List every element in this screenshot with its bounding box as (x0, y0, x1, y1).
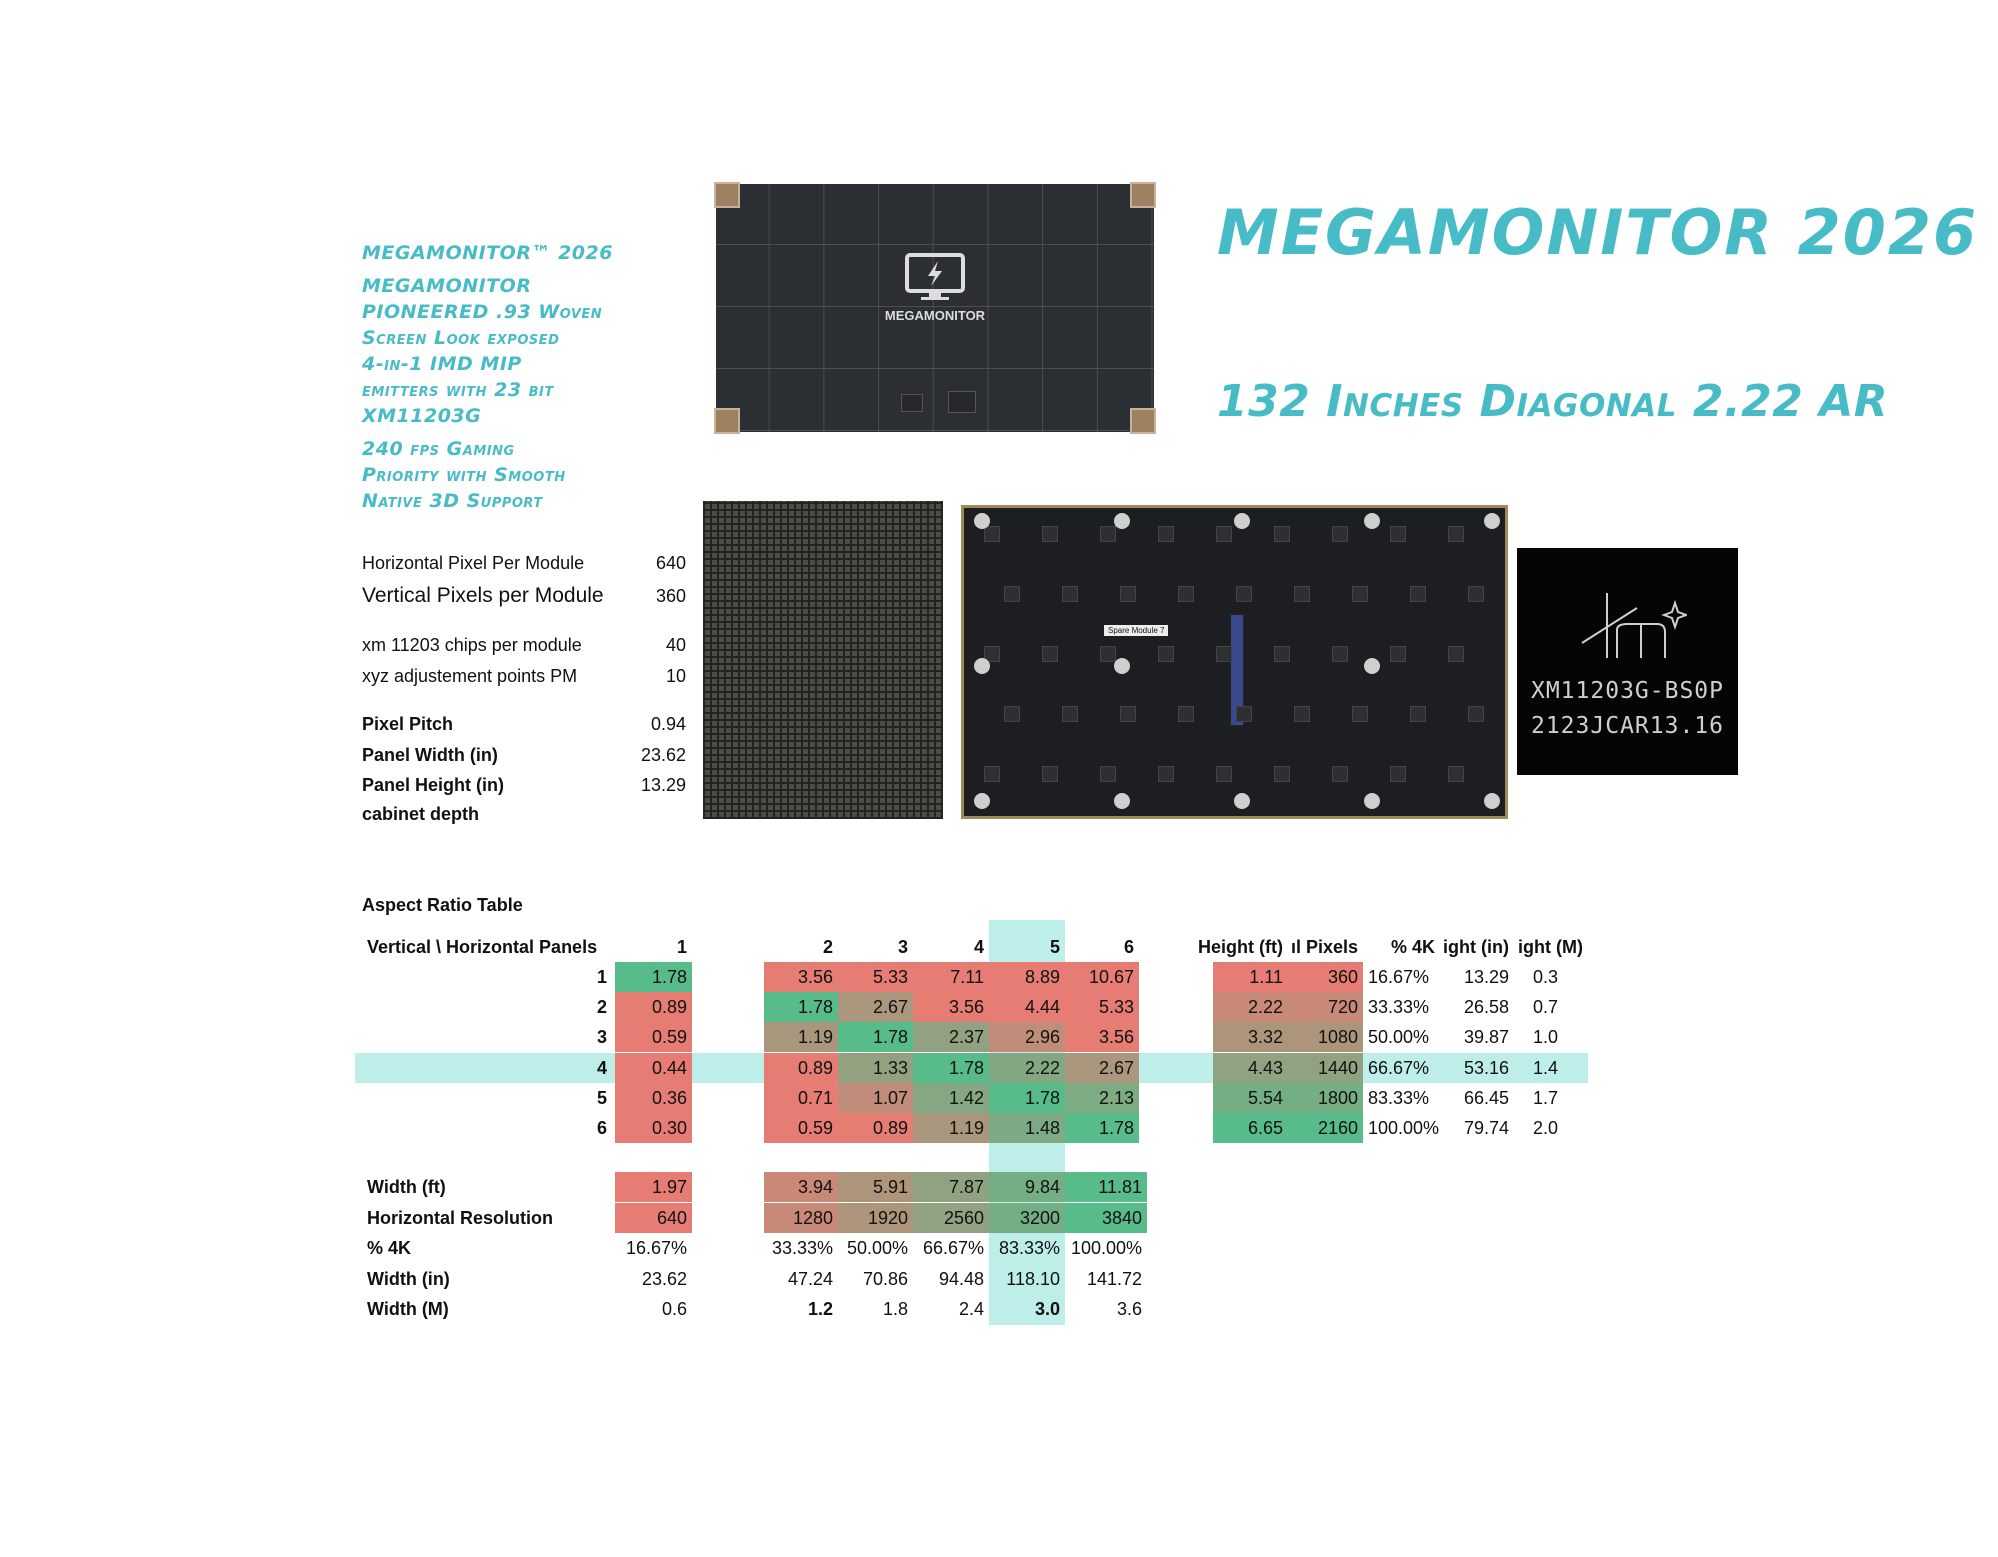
row-header: 5 (596, 1088, 607, 1108)
side-cell: 1080 (1288, 1022, 1363, 1052)
pcb-driver-chip (1178, 706, 1194, 722)
bottom-cell: 23.62 (641, 1269, 687, 1289)
side-cell: 4.43 (1213, 1053, 1288, 1083)
pcb-driver-chip (1120, 706, 1136, 722)
side-cell: 1.0 (1533, 1027, 1559, 1047)
page-subtitle: 132 Inches Diagonal 2.22 AR (1217, 376, 1889, 427)
aspect-cell: 0.89 (615, 992, 692, 1022)
aspect-cell: 0.44 (615, 1053, 692, 1083)
bottom-cell: 2.4 (958, 1299, 984, 1319)
tagline-line: Priority with Smooth (362, 464, 566, 486)
side-cell: 0.3 (1533, 967, 1559, 987)
aspect-cell: 1.78 (615, 962, 692, 992)
spec-value: 13.29 (640, 775, 686, 795)
side-cell: 79.74 (1463, 1118, 1509, 1138)
side-cell: 3.32 (1213, 1022, 1288, 1052)
bottom-row-label: Width (ft) (367, 1177, 446, 1197)
side-cell: 50.00% (1368, 1027, 1430, 1047)
side-column-header: % 4K (1390, 937, 1435, 957)
panel-port (901, 394, 923, 412)
corner-bracket (1130, 182, 1156, 208)
pcb-driver-chip (1274, 646, 1290, 662)
pcb-driver-chip (1120, 586, 1136, 602)
panel-port (948, 391, 976, 413)
side-cell: 26.58 (1463, 997, 1509, 1017)
pcb-driver-chip (1100, 766, 1116, 782)
pcb-driver-chip (1158, 766, 1174, 782)
pcb-driver-chip (1390, 526, 1406, 542)
row-header: 3 (596, 1027, 607, 1047)
side-cell: 16.67% (1368, 967, 1430, 987)
bottom-cell: 70.86 (862, 1269, 908, 1289)
bottom-cell: 50.00% (846, 1238, 908, 1258)
chip-photo (1517, 548, 1738, 775)
column-header: 6 (1123, 937, 1134, 957)
row-header: 4 (596, 1058, 607, 1078)
pcb-driver-chip (1390, 766, 1406, 782)
spec-label: cabinet depth (362, 804, 480, 824)
column-header: 1 (676, 937, 687, 957)
aspect-cell: 1.19 (764, 1022, 838, 1052)
aspect-cell: 0.36 (615, 1083, 692, 1113)
aspect-cell: 5.33 (1065, 992, 1139, 1022)
spec-value: 40 (665, 635, 686, 655)
aspect-cell: 1.19 (913, 1113, 989, 1143)
pcb-driver-chip (984, 766, 1000, 782)
side-cell: 39.87 (1463, 1027, 1509, 1047)
bottom-cell: 3.94 (764, 1172, 838, 1202)
pcb-mount-hole (1114, 658, 1130, 674)
side-cell: 100.00% (1368, 1118, 1440, 1138)
aspect-cell: 1.78 (913, 1053, 989, 1083)
aspect-cell: 4.44 (989, 992, 1065, 1022)
spec-value: 360 (655, 586, 686, 606)
bottom-cell: 118.10 (1006, 1269, 1060, 1289)
side-cell: 66.45 (1463, 1088, 1509, 1108)
pcb-mount-hole (974, 513, 990, 529)
pcb-driver-chip (1042, 646, 1058, 662)
aspect-cell: 0.59 (764, 1113, 838, 1143)
aspect-cell: 1.07 (838, 1083, 913, 1113)
spec-label: Panel Height (in) (362, 775, 505, 795)
tagline-line: 240 fps Gaming (362, 438, 515, 460)
aspect-cell: 0.89 (838, 1113, 913, 1143)
panel-brand-logo: MEGAMONITOR (884, 308, 986, 323)
aspect-cell: 0.89 (764, 1053, 838, 1083)
pcb-label: Spare Module 7 (1104, 625, 1168, 636)
bottom-row-label: Horizontal Resolution (367, 1208, 553, 1228)
pcb-driver-chip (1294, 586, 1310, 602)
pcb-driver-chip (1448, 526, 1464, 542)
bottom-cell: 640 (615, 1203, 692, 1233)
tagline-line: PIONEERED .93 Woven (362, 301, 603, 323)
pcb-driver-chip (1352, 586, 1368, 602)
bottom-cell: 83.33% (998, 1238, 1060, 1258)
bottom-cell: 11.81 (1065, 1172, 1147, 1202)
spec-value: 23.62 (640, 745, 686, 765)
tagline-line: MEGAMONITOR (362, 275, 532, 297)
aspect-cell: 1.78 (1065, 1113, 1139, 1143)
bottom-cell: 5.91 (838, 1172, 913, 1202)
aspect-cell: 2.13 (1065, 1083, 1139, 1113)
corner-header: Vertical \ Horizontal Panels (367, 937, 598, 957)
aspect-cell: 10.67 (1065, 962, 1139, 992)
pcb-driver-chip (1390, 646, 1406, 662)
side-column-header: ıl Pixels (1290, 937, 1358, 957)
column-header: 2 (822, 937, 833, 957)
bottom-row-label: % 4K (367, 1238, 412, 1258)
bottom-cell: 47.24 (787, 1269, 833, 1289)
pcb-driver-chip (1236, 586, 1252, 602)
pcb-driver-chip (1100, 646, 1116, 662)
tagline-line: emitters with 23 bit (362, 379, 554, 401)
pcb-driver-chip (1158, 646, 1174, 662)
pcb-mount-hole (1484, 793, 1500, 809)
column-header: 3 (897, 937, 908, 957)
side-column-header: Height (ft) (1198, 937, 1283, 957)
pcb-driver-chip (1448, 766, 1464, 782)
chip-marking: XM11203G-BS0P (1530, 678, 1724, 704)
monitor-lightning-icon (903, 252, 967, 302)
side-column-header: ight (M) (1518, 937, 1583, 957)
pcb-driver-chip (1410, 706, 1426, 722)
aspect-cell: 1.78 (764, 992, 838, 1022)
tagline-line: Native 3D Support (362, 490, 543, 512)
pcb-driver-chip (1352, 706, 1368, 722)
bottom-cell: 141.72 (1086, 1269, 1142, 1289)
side-cell: 5.54 (1213, 1083, 1288, 1113)
module-pcb-photo (961, 505, 1508, 819)
side-cell: 1440 (1288, 1053, 1363, 1083)
pcb-driver-chip (1216, 766, 1232, 782)
side-cell: 1.11 (1213, 962, 1288, 992)
spec-label: Horizontal Pixel Per Module (362, 553, 585, 573)
bottom-cell: 3.0 (1034, 1299, 1060, 1319)
bottom-cell: 1.97 (615, 1172, 692, 1202)
aspect-cell: 1.48 (989, 1113, 1065, 1143)
tagline (362, 240, 702, 521)
side-cell: 720 (1288, 992, 1363, 1022)
pcb-driver-chip (1178, 586, 1194, 602)
pcb-driver-chip (1274, 526, 1290, 542)
side-cell: 13.29 (1463, 967, 1509, 987)
bottom-cell: 1.2 (807, 1299, 833, 1319)
side-cell: 2.22 (1213, 992, 1288, 1022)
aspect-cell: 3.56 (764, 962, 838, 992)
side-cell: 66.67% (1368, 1058, 1430, 1078)
spec-label: xm 11203 chips per module (362, 635, 582, 655)
side-cell: 53.16 (1463, 1058, 1509, 1078)
pcb-driver-chip (1042, 766, 1058, 782)
bottom-cell: 100.00% (1070, 1238, 1142, 1258)
bottom-cell: 1920 (838, 1203, 913, 1233)
spec-label: xyz adjustement points PM (362, 666, 578, 686)
aspect-cell: 2.67 (1065, 1053, 1139, 1083)
side-cell: 2.0 (1533, 1118, 1559, 1138)
pcb-driver-chip (1236, 706, 1252, 722)
bottom-cell: 3.6 (1116, 1299, 1142, 1319)
pcb-driver-chip (1100, 526, 1116, 542)
side-cell: 1.4 (1533, 1058, 1559, 1078)
pcb-driver-chip (984, 526, 1000, 542)
spec-value: 10 (665, 666, 686, 686)
pcb-mount-hole (1234, 513, 1250, 529)
tagline-line: MEGAMONITOR™ 2026 (362, 242, 613, 264)
row-header: 6 (596, 1118, 607, 1138)
aspect-cell: 7.11 (913, 962, 989, 992)
side-cell: 33.33% (1368, 997, 1430, 1017)
row-header: 1 (596, 967, 607, 987)
side-cell: 2160 (1288, 1113, 1363, 1143)
tagline-paragraph (362, 273, 702, 429)
aspect-cell: 1.78 (989, 1083, 1065, 1113)
aspect-cell: 0.30 (615, 1113, 692, 1143)
pcb-driver-chip (1448, 646, 1464, 662)
tagline-line: 4-in-1 IMD MIP (362, 353, 522, 375)
pcb-driver-chip (1332, 526, 1348, 542)
spec-value: 640 (655, 553, 686, 573)
pcb-driver-chip (1294, 706, 1310, 722)
aspect-cell: 2.96 (989, 1022, 1065, 1052)
bottom-cell: 7.87 (913, 1172, 989, 1202)
pcb-driver-chip (1158, 526, 1174, 542)
pcb-driver-chip (1216, 526, 1232, 542)
aspect-cell: 3.56 (1065, 1022, 1139, 1052)
pcb-driver-chip (1004, 706, 1020, 722)
side-cell: 0.7 (1533, 997, 1559, 1017)
aspect-cell: 8.89 (989, 962, 1065, 992)
aspect-cell: 3.56 (913, 992, 989, 1022)
bottom-cell: 9.84 (989, 1172, 1065, 1202)
pcb-mount-hole (1114, 513, 1130, 529)
side-column-header: ight (in) (1443, 937, 1509, 957)
aspect-cell: 0.71 (764, 1083, 838, 1113)
aspect-cell: 2.22 (989, 1053, 1065, 1083)
side-cell: 360 (1288, 962, 1363, 992)
aspect-cell: 1.78 (838, 1022, 913, 1052)
side-cell: 83.33% (1368, 1088, 1430, 1108)
table-title: Aspect Ratio Table (362, 895, 523, 915)
panel-photo (716, 184, 1154, 432)
bottom-cell: 3840 (1065, 1203, 1147, 1233)
pcb-mount-hole (1114, 793, 1130, 809)
pcb-mount-hole (1484, 513, 1500, 529)
corner-bracket (714, 408, 740, 434)
aspect-cell: 1.33 (838, 1053, 913, 1083)
bottom-cell: 66.67% (922, 1238, 984, 1258)
corner-bracket (1130, 408, 1156, 434)
aspect-cell: 0.59 (615, 1022, 692, 1052)
pcb-driver-chip (1216, 646, 1232, 662)
column-header: 5 (1049, 937, 1060, 957)
row-header: 2 (596, 997, 607, 1017)
column-header: 4 (973, 937, 984, 957)
aspect-cell: 5.33 (838, 962, 913, 992)
side-cell: 6.65 (1213, 1113, 1288, 1143)
bottom-row-label: Width (in) (367, 1269, 450, 1289)
bottom-cell: 16.67% (625, 1238, 687, 1258)
pcb-driver-chip (1274, 766, 1290, 782)
bottom-cell: 0.6 (661, 1299, 687, 1319)
spec-label: Panel Width (in) (362, 745, 498, 765)
spec-value: 0.94 (650, 714, 686, 734)
pcb-driver-chip (1042, 526, 1058, 542)
woven-screen-closeup-photo (703, 501, 943, 819)
tagline-paragraph (362, 436, 702, 514)
spec-label: Pixel Pitch (362, 714, 454, 734)
chip-marking: 2123JCAR13.16 (1530, 713, 1724, 739)
bottom-row-label: Width (M) (367, 1299, 449, 1319)
pcb-driver-chip (1468, 586, 1484, 602)
xm-logo (1577, 588, 1687, 663)
page-title: MEGAMONITOR 2026 (1217, 196, 1979, 269)
corner-bracket (714, 182, 740, 208)
pcb-driver-chip (1468, 706, 1484, 722)
tagline-line: XM11203G (362, 405, 482, 427)
aspect-cell: 2.67 (838, 992, 913, 1022)
pcb-mount-hole (1364, 513, 1380, 529)
aspect-cell: 2.37 (913, 1022, 989, 1052)
bottom-cell: 2560 (913, 1203, 989, 1233)
pcb-driver-chip (1332, 766, 1348, 782)
pcb-mount-hole (974, 793, 990, 809)
spec-label: Vertical Pixels per Module (362, 584, 604, 607)
side-cell: 1800 (1288, 1083, 1363, 1113)
bottom-cell: 33.33% (771, 1238, 833, 1258)
pcb-driver-chip (1062, 706, 1078, 722)
aspect-cell: 1.42 (913, 1083, 989, 1113)
pcb-driver-chip (1004, 586, 1020, 602)
pcb-mount-hole (1364, 658, 1380, 674)
pcb-driver-chip (1332, 646, 1348, 662)
bottom-cell: 94.48 (938, 1269, 984, 1289)
pcb-mount-hole (974, 658, 990, 674)
bottom-cell: 1280 (764, 1203, 838, 1233)
side-cell: 1.7 (1533, 1088, 1559, 1108)
pcb-mount-hole (1364, 793, 1380, 809)
pcb-driver-chip (1062, 586, 1078, 602)
tagline-paragraph (362, 240, 702, 266)
pcb-mount-hole (1234, 793, 1250, 809)
pcb-driver-chip (1410, 586, 1426, 602)
bottom-cell: 1.8 (882, 1299, 908, 1319)
tagline-line: Screen Look exposed (362, 327, 560, 349)
bottom-cell: 3200 (989, 1203, 1065, 1233)
